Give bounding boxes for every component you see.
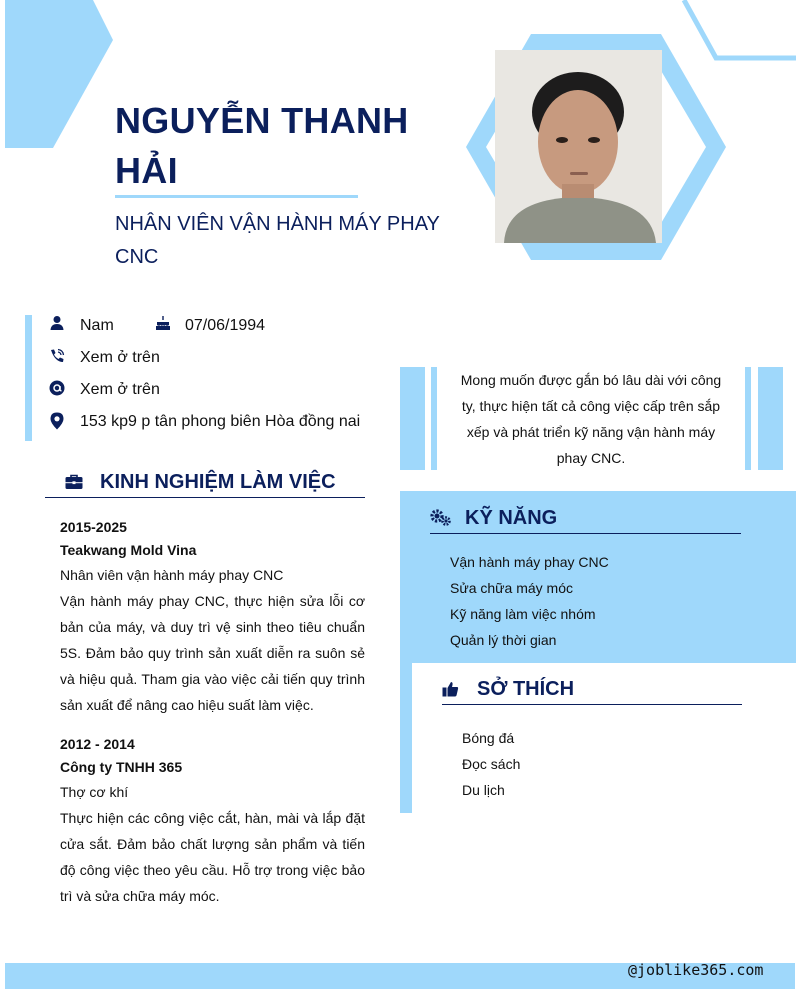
experience-item	[60, 733, 365, 909]
corner-decoration	[5, 0, 113, 148]
thumbs-up-icon	[442, 681, 459, 697]
contact-accent-bar	[25, 315, 32, 441]
skills-heading: KỸ NĂNG	[465, 507, 558, 529]
skill-item: Quản lý thời gian	[450, 632, 557, 648]
gears-icon	[430, 509, 452, 526]
birthday-value: 07/06/1994	[185, 317, 266, 334]
phone-value: Xem ở trên	[80, 349, 160, 366]
skill-item: Kỹ năng làm việc nhóm	[450, 606, 596, 622]
hobbies-accent-bar	[400, 663, 412, 813]
experience-divider	[45, 497, 365, 498]
hobby-item: Bóng đá	[462, 730, 515, 746]
profile-photo-frame	[466, 34, 726, 260]
experience-period: 2015-2025	[60, 519, 127, 535]
map-pin-icon	[49, 412, 65, 430]
hobbies-list	[462, 725, 732, 803]
experience-role: Nhân viên vận hành máy phay CNC	[60, 567, 284, 583]
phone-icon	[49, 348, 65, 364]
address-value: 153 kp9 p tân phong biên Hòa đồng nai	[80, 413, 361, 430]
objective-bar-left	[400, 367, 425, 470]
experience-heading: KINH NGHIỆM LÀM VIỆC	[100, 471, 336, 493]
experience-description: Thực hiện các công việc cắt, hàn, mài và lắp đặt cửa sắt. Đảm bảo chất lượng sản phẩm và tiến độ công việc theo yêu cầu. Hỗ trợ trong việc bảo trì và sửa chữa máy móc.	[60, 810, 365, 904]
hobby-item: Du lịch	[462, 782, 505, 798]
experience-period: 2012 - 2014	[60, 736, 135, 752]
candidate-name: NGUYỄN THANH HẢI	[115, 100, 409, 191]
objective-bar-left-thin	[431, 367, 437, 470]
skill-item: Vận hành máy phay CNC	[450, 554, 609, 570]
at-icon	[49, 380, 65, 396]
experience-item	[60, 516, 365, 718]
experience-company: Teakwang Mold Vina	[60, 542, 197, 558]
career-objective: Mong muốn được gắn bó lâu dài với công ty, thực hiện tất cả công việc cấp trên sắp xếp và phát triển kỹ năng vận hành máy phay CNC.	[460, 372, 722, 466]
hobbies-divider	[442, 704, 742, 705]
hobby-item: Đọc sách	[462, 756, 521, 772]
name-divider	[115, 195, 358, 198]
objective-bar-right-thin	[745, 367, 751, 470]
skills-list	[450, 549, 740, 653]
hobbies-heading: SỞ THÍCH	[477, 678, 575, 700]
experience-description: Vận hành máy phay CNC, thực hiện sửa lỗi cơ bản của máy, và duy trì vệ sinh theo tiêu chuẩn 5S. Đảm bảo quy trình sản xuất diễn ra suôn sẻ và hiệu quả. Tham gia vào việc cải tiến quy trình sản xuất để nâng cao hiệu suất làm việc.	[60, 593, 365, 713]
cake-icon	[155, 315, 171, 331]
experience-role: Thợ cơ khí	[60, 784, 129, 800]
user-icon	[49, 315, 65, 331]
job-title: NHÂN VIÊN VẬN HÀNH MÁY PHAY CNC	[115, 213, 440, 268]
email-value: Xem ở trên	[80, 381, 160, 398]
skills-divider	[430, 533, 741, 534]
objective-bar-right	[758, 367, 783, 470]
briefcase-icon	[65, 474, 83, 490]
avatar	[495, 50, 662, 243]
gender-value: Nam	[80, 317, 114, 334]
skill-item: Sửa chữa máy móc	[450, 580, 574, 596]
experience-company: Công ty TNHH 365	[60, 759, 183, 775]
watermark: @joblike365.com	[628, 961, 764, 979]
